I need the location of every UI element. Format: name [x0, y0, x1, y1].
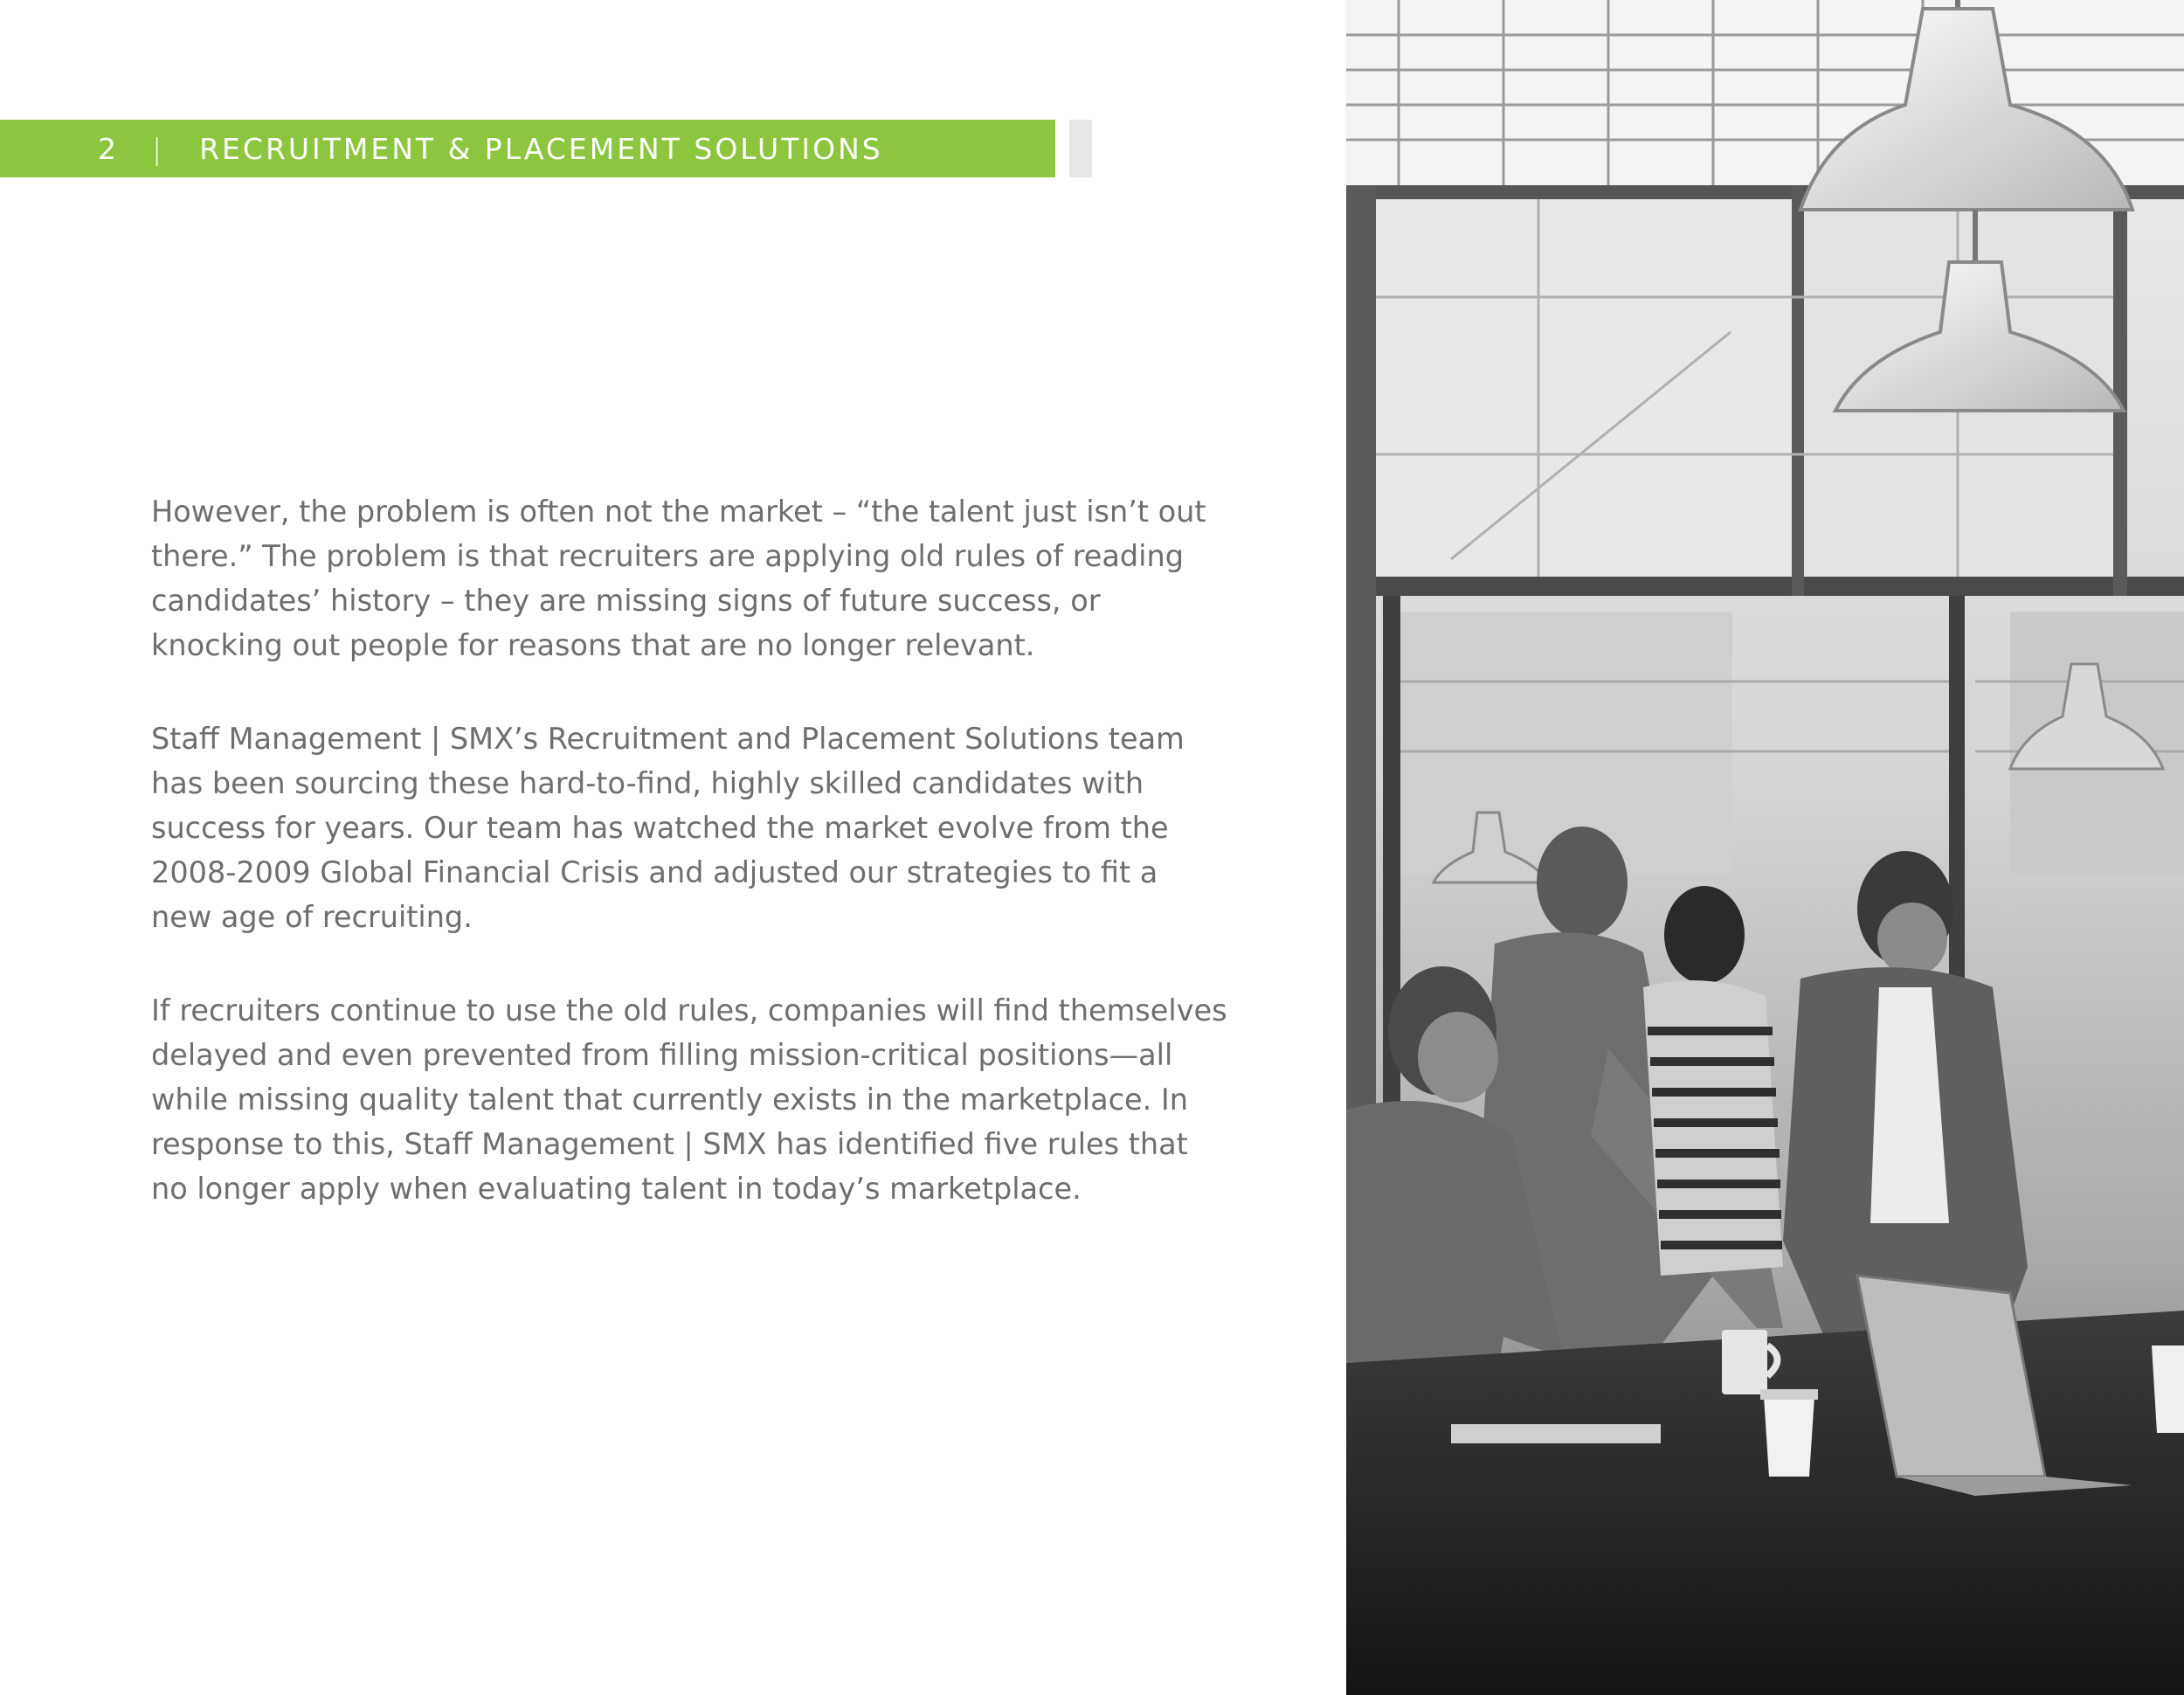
body-copy	[151, 489, 1269, 1260]
office-team-meeting-photo	[1346, 0, 2184, 1695]
section-header-bar	[0, 120, 1055, 177]
paragraph-3: If recruiters continue to use the old rules, companies will find themselves delayed and even prevented from filling mission-critical positions—all while missing quality talent that currently exists in the marketplace. In response to this, Staff Management | SMX has identified five rules that no longer apply when evaluating talent in today’s marketplace.	[151, 993, 1227, 1206]
page-number: 2	[98, 131, 119, 166]
section-title: RECRUITMENT & PLACEMENT SOLUTIONS	[199, 131, 883, 166]
section-header-text	[0, 132, 883, 166]
header-separator: |	[152, 131, 165, 166]
paragraph-2: Staff Management | SMX’s Recruitment and Placement Solutions team has been sourcing these hard-to-find, highly skilled candidates with success for years. Our team has watched the market evolve from the 2008-2009 Global Financial Crisis and adjusted our strategies to fit a new age of recruiting.	[151, 722, 1185, 934]
paragraph-1: However, the problem is often not the market – “the talent just isn’t out there.” The problem is that recruiters are applying old rules of reading candidates’ history – they are missing signs of future success, or knocking out people for reasons that are no longer relevant.	[151, 495, 1206, 662]
header-tab-accent	[1069, 120, 1092, 177]
photo-illustration	[1346, 0, 2184, 1695]
